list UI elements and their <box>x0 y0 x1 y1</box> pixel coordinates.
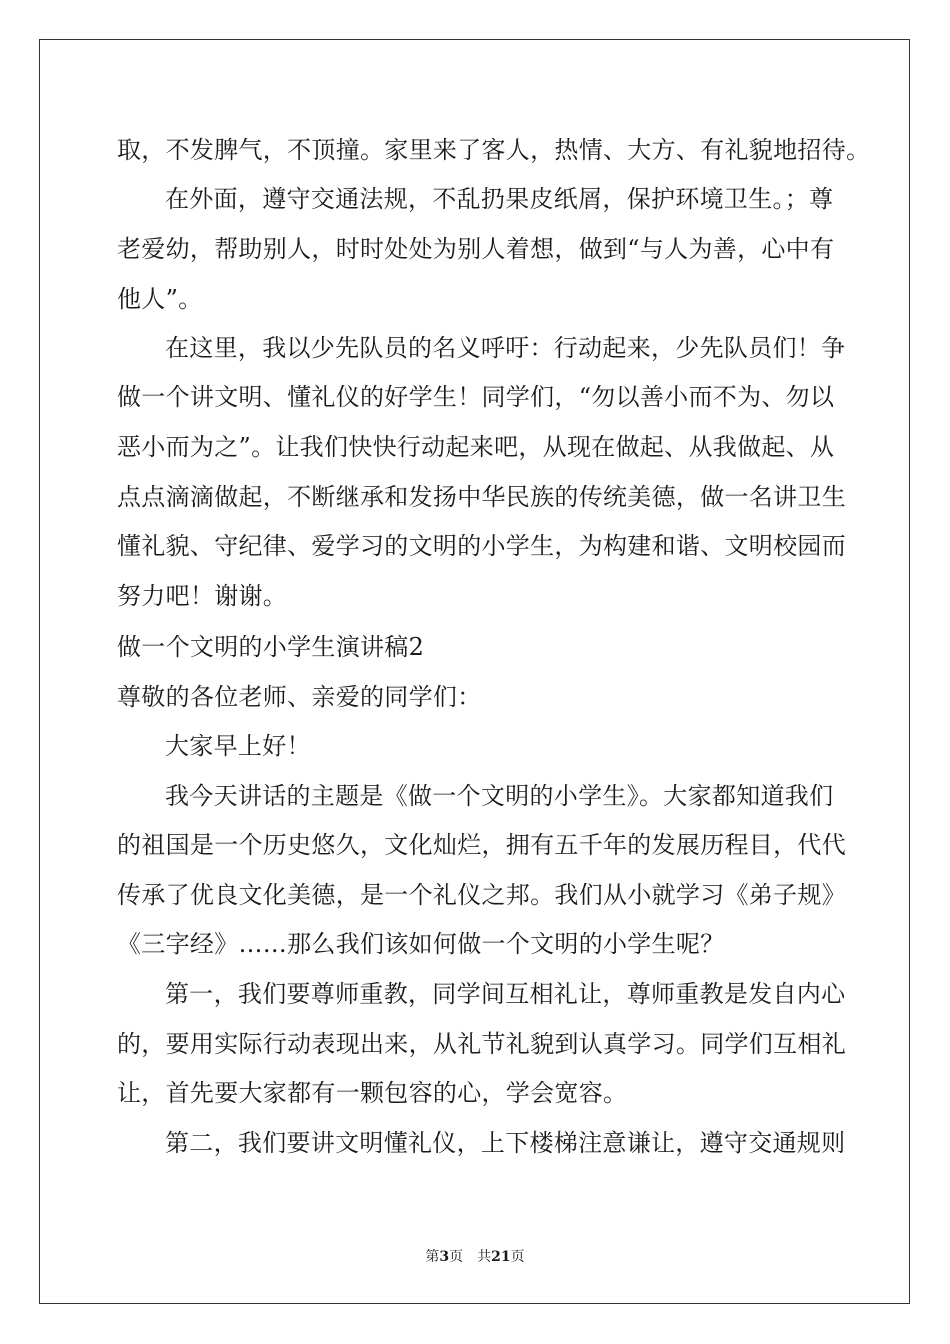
section-title: 做一个文明的小学生演讲稿2 <box>117 633 425 661</box>
total-prefix: 共 <box>477 1249 492 1265</box>
page-suffix: 页 <box>449 1249 464 1265</box>
page-footer <box>0 1248 950 1266</box>
text-line: 第一，我们要尊师重教，同学间互相礼让，尊师重教是发自内心 <box>165 980 846 1008</box>
text-line: 恶小而为之”。让我们快快行动起来吧，从现在做起、从我做起、从 <box>117 433 835 461</box>
text-line: 让，首先要大家都有一颗包容的心，学会宽容。 <box>117 1079 628 1107</box>
text-line: 做一个讲文明、懂礼仪的好学生！同学们，“勿以善小而不为、勿以 <box>117 383 835 411</box>
text-line: 他人”。 <box>117 285 203 313</box>
text-line: 的，要用实际行动表现出来，从礼节礼貌到认真学习。同学们互相礼 <box>117 1030 846 1058</box>
page-border <box>39 39 910 1304</box>
text-line: 点点滴滴做起，不断继承和发扬中华民族的传统美德，做一名讲卫生 <box>117 483 846 511</box>
greeting: 大家早上好！ <box>165 732 311 760</box>
page-prefix: 第 <box>425 1249 440 1265</box>
salutation: 尊敬的各位老师、亲爱的同学们： <box>117 683 482 711</box>
text-line: 在这里，我以少先队员的名义呼吁：行动起来，少先队员们！争 <box>165 334 846 362</box>
text-line: 老爱幼，帮助别人，时时处处为别人着想，做到“与人为善，心中有 <box>117 235 835 263</box>
text-line: 努力吧！谢谢。 <box>117 582 288 610</box>
text-line: 《三字经》……那么我们该如何做一个文明的小学生呢？ <box>117 930 725 958</box>
text-line: 第二，我们要讲文明懂礼仪，上下楼梯注意谦让，遵守交通规则 <box>165 1129 846 1157</box>
text-line: 懂礼貌、守纪律、爱学习的文明的小学生，为构建和谐、文明校园而 <box>117 532 846 560</box>
total-suffix: 页 <box>510 1249 525 1265</box>
total-page-count: 21 <box>491 1249 511 1265</box>
text-line: 我今天讲话的主题是《做一个文明的小学生》。大家都知道我们 <box>165 782 834 810</box>
current-page-number: 3 <box>439 1249 450 1265</box>
text-line: 传承了优良文化美德，是一个礼仪之邦。我们从小就学习《弟子规》 <box>117 881 846 909</box>
text-line: 在外面，遵守交通法规，不乱扔果皮纸屑，保护环境卫生。；尊 <box>165 185 834 213</box>
text-line: 取，不发脾气，不顶撞。家里来了客人，热情、大方、有礼貌地招待。 <box>117 136 871 164</box>
text-line: 的祖国是一个历史悠久，文化灿烂，拥有五千年的发展历程目，代代 <box>117 831 846 859</box>
